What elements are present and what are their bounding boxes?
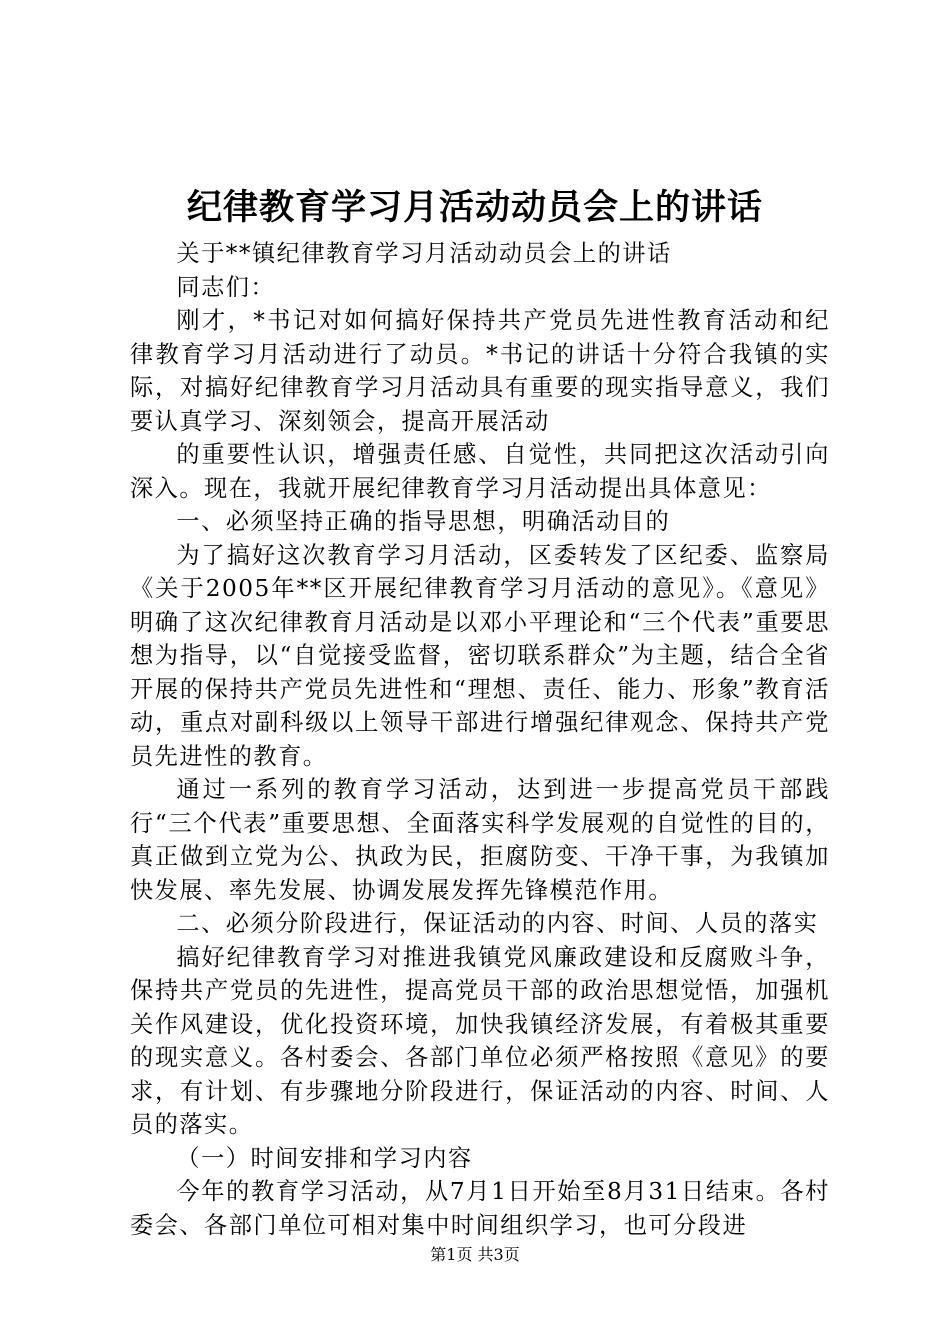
subsection-heading: （一）时间安排和学习内容 <box>176 1144 473 1172</box>
paragraph: 为了搞好这次教育学习月活动，区委转发了区纪委、监察局《关于2005年**区开展纪律教育学习月活动的意见》。《意见》明确了这次纪律教育月活动是以邓小平理论和“三个代表”重要思想为指导，以“自觉接受监督，密切联系群众”为主题，结合全省开展的保持共产党员先进性和“理想、责任、能力、形象”教育活动，重点对副科级以上领导干部进行增强纪律观念、保持共产党员先进性的教育。 <box>130 541 830 770</box>
paragraph-subtitle: 关于**镇纪律教育学习月活动动员会上的讲话 <box>176 240 672 267</box>
document-title: 纪律教育学习月活动动员会上的讲话 <box>186 187 763 228</box>
paragraph: 刚才，*书记对如何搞好保持共产党员先进性教育活动和纪律教育学习月活动进行了动员。*书记的讲话十分符合我镇的实际，对搞好纪律教育学习月活动具有重要的现实指导意义，我们要认真学习、深刻领会，提高开展活动 <box>130 307 830 435</box>
paragraph-salutation: 同志们： <box>176 273 276 301</box>
paragraph: 今年的教育学习活动，从7月1日开始至8月31日结束。各村委会、各部门单位可相对集中时间组织学习，也可分段进 <box>130 1178 830 1239</box>
section-heading: 二、必须分阶段进行，保证活动的内容、时间、人员的落实 <box>176 910 819 937</box>
document-body <box>130 237 830 1242</box>
paragraph: 搞好纪律教育学习对推进我镇党风廉政建设和反腐败斗争，保持共产党员的先进性，提高党员干部的政治思想觉悟，加强机关作风建设，优化投资环境，加快我镇经济发展，有着极其重要的现实意义。各村委会、各部门单位必须严格按照《意见》的要求，有计划、有步骤地分阶段进行，保证活动的内容、时间、人员的落实。 <box>130 943 830 1138</box>
page-footer: 第1页 共3页 <box>430 1245 520 1264</box>
paragraph: 的重要性认识，增强责任感、自觉性，共同把这次活动引向深入。现在，我就开展纪律教育学习月活动提出具体意见： <box>130 441 830 502</box>
section-heading: 一、必须坚持正确的指导思想，明确活动目的 <box>176 508 671 535</box>
paragraph: 通过一系列的教育学习活动，达到进一步提高党员干部践行“三个代表”重要思想、全面落实科学发展观的自觉性的目的，真正做到立党为公、执政为民，拒腐防变、干净干事，为我镇加快发展、率先发展、协调发展发挥先锋模范作用。 <box>130 776 830 904</box>
